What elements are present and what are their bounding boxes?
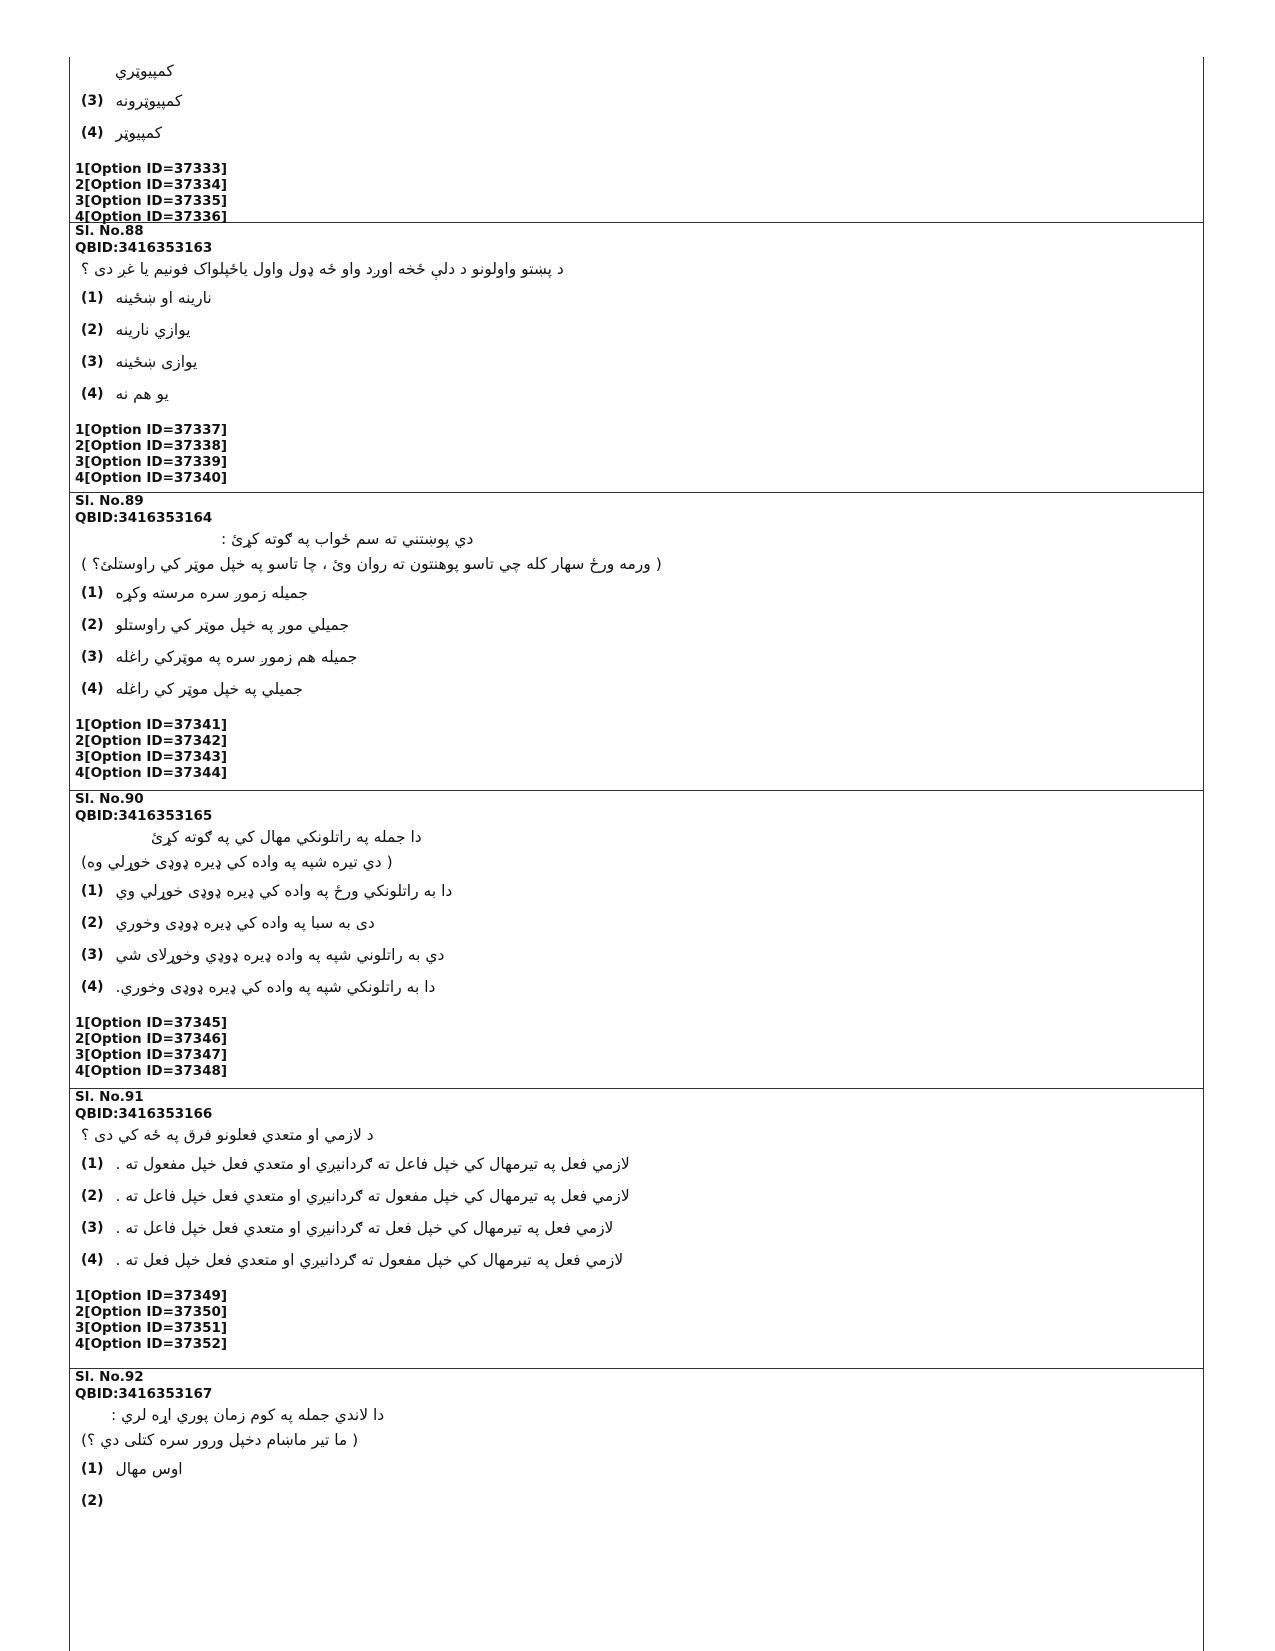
option-row: [75, 117, 1203, 149]
option-text: کمپیوټر: [115, 124, 163, 142]
option-number: (2): [81, 915, 104, 931]
option-text: یوازی ښځینه: [115, 353, 198, 371]
question-92: [70, 1369, 1203, 1519]
option-number: (1): [81, 290, 104, 306]
option-number: (2): [81, 617, 104, 633]
option-number: (4): [81, 1252, 104, 1268]
option-text: دی به سبا په واده کي ډیره ډوډی وخوري: [115, 914, 375, 932]
option-id: 3[Option ID=37347]: [75, 1047, 228, 1063]
stem-line: د لازمي او متعدي فعلونو فرق په ځه کي دی ؟: [81, 1126, 374, 1144]
option-text: یوازي نارینه: [115, 321, 191, 339]
qbid: QBID:3416353165: [75, 808, 213, 824]
option-number: (1): [81, 585, 104, 601]
option-id-list: [75, 422, 1203, 486]
option-text: لازمي فعل په تیرمهال کي خپل فعل ته ګردانیږي او متعدي فعل خپل فاعل ته .: [115, 1219, 614, 1237]
option-number: (3): [81, 93, 104, 109]
option-text: کمپیوټرونه: [115, 92, 183, 110]
question-stem: [75, 527, 1203, 577]
option-row: [75, 609, 1203, 641]
option-number: (3): [81, 649, 104, 665]
option-id: 1[Option ID=37349]: [75, 1288, 228, 1304]
option-id: 1[Option ID=37345]: [75, 1015, 228, 1031]
question-89: [70, 493, 1203, 791]
serial-number: Sl. No.91: [75, 1089, 144, 1105]
option-id: 3[Option ID=37351]: [75, 1320, 228, 1336]
option-row: [75, 282, 1203, 314]
option-text: اوس مهال: [115, 1460, 183, 1478]
option-row: [75, 939, 1203, 971]
option-row: [75, 85, 1203, 117]
serial-number: Sl. No.88: [75, 223, 144, 239]
qbid: QBID:3416353164: [75, 510, 213, 526]
option-row: [75, 1244, 1203, 1276]
option-text: جمیلي موږ په خپل موټر کي راوستلو: [115, 616, 350, 634]
option-id: 1[Option ID=37341]: [75, 717, 228, 733]
option-id-list: [75, 161, 1203, 225]
option-number: (1): [81, 1156, 104, 1172]
option-number: (3): [81, 354, 104, 370]
option-row: [75, 314, 1203, 346]
option-id: 3[Option ID=37339]: [75, 454, 228, 470]
option-number: (2): [81, 322, 104, 338]
stem-line: د پښتو واولونو د دلې ځخه اوږد واو ځه ډول واول یاځپلواک فونیم یا غږ دی ؟: [81, 260, 564, 278]
option-text: نارینه او ښځینه: [115, 289, 212, 307]
stem-line: دي پوښتني ته سم ځواب په ګوته کړئ :: [221, 530, 474, 548]
option-row: [75, 1148, 1203, 1180]
question-90: [70, 791, 1203, 1089]
option-text: لازمي فعل په تیرمهال کي خپل مفعول ته ګردانیږي او متعدي فعل خپل فاعل ته .: [115, 1187, 630, 1205]
option-id-list: [75, 1015, 1203, 1079]
option-number: (1): [81, 1461, 104, 1477]
option-text: دي به راتلوني شپه په واده ډیره ډوډي وخوړلای شي: [115, 946, 445, 964]
qbid: QBID:3416353166: [75, 1106, 213, 1122]
serial-number: Sl. No.89: [75, 493, 144, 509]
option-row: [75, 673, 1203, 705]
option-row: [75, 641, 1203, 673]
question-88: [70, 223, 1203, 493]
option-id: 4[Option ID=37348]: [75, 1063, 228, 1079]
option-row: [75, 577, 1203, 609]
option-id: 4[Option ID=37352]: [75, 1336, 228, 1352]
option-text: یو هم نه: [115, 385, 169, 403]
question-91: [70, 1089, 1203, 1369]
option-id: 3[Option ID=37343]: [75, 749, 228, 765]
option-id: 4[Option ID=37336]: [75, 209, 228, 225]
option-number: (4): [81, 386, 104, 402]
qbid: QBID:3416353167: [75, 1386, 213, 1402]
serial-number: Sl. No.90: [75, 791, 144, 807]
option-row: [75, 346, 1203, 378]
option-number: (3): [81, 1220, 104, 1236]
option-number: (2): [81, 1188, 104, 1204]
option-id: 4[Option ID=37344]: [75, 765, 228, 781]
option-id: 4[Option ID=37340]: [75, 470, 228, 486]
option-row: [75, 1212, 1203, 1244]
stem-line: ( ما تیر ماښام دخپل ورور سره کتلی دي ؟): [81, 1431, 359, 1449]
question-stem: [75, 1403, 1203, 1453]
option-id: 1[Option ID=37333]: [75, 161, 228, 177]
option-id: 1[Option ID=37337]: [75, 422, 228, 438]
option-number: (4): [81, 681, 104, 697]
option-id-list: [75, 717, 1203, 781]
stem-line: ( دي تیره شپه په واده کي ډیره ډوډی خوړلي وه): [81, 853, 393, 871]
option-text: لازمي فعل په تیرمهال کي خپل فاعل ته ګردانیږي او متعدي فعل خپل مفعول ته .: [115, 1155, 630, 1173]
partial-option-text: کمپیوټري: [115, 62, 174, 80]
question-stem: [75, 257, 1203, 282]
option-id: 2[Option ID=37350]: [75, 1304, 228, 1320]
option-row: [75, 1485, 1203, 1517]
option-row: [75, 1180, 1203, 1212]
option-id: 2[Option ID=37334]: [75, 177, 228, 193]
option-row: [75, 971, 1203, 1003]
option-text: دا به راتلونکي شپه په واده کي ډیره ډوډی وخوري.: [115, 978, 436, 996]
option-number: (3): [81, 947, 104, 963]
option-number: (4): [81, 979, 104, 995]
option-id: 2[Option ID=37342]: [75, 733, 228, 749]
option-row: [75, 907, 1203, 939]
qbid: QBID:3416353163: [75, 240, 213, 256]
stem-line: دا لاندي جمله په کوم زمان پوري اړه لري :: [111, 1406, 385, 1424]
stem-line: ( ورمه ورځ سهار کله چي تاسو پوهنتون ته روان وئ ، چا تاسو په خپل موټر کي راوستلئ؟ ): [81, 555, 662, 573]
question-stem: [75, 1123, 1203, 1148]
option-row: [75, 875, 1203, 907]
question-87-continuation: [70, 57, 1203, 223]
option-row: [75, 378, 1203, 410]
option-number: (1): [81, 883, 104, 899]
option-id: 3[Option ID=37335]: [75, 193, 228, 209]
option-text: جمیلي په خپل موټر کي راغله: [115, 680, 303, 698]
question-paper-frame: [69, 57, 1204, 1651]
option-id: 2[Option ID=37338]: [75, 438, 228, 454]
option-number: (2): [81, 1493, 104, 1509]
option-text: جمیله هم زموږ سره په موټرکي راغله: [115, 648, 358, 666]
stem-line: دا جمله په راتلونکي مهال کي په ګوته کړئ: [151, 828, 422, 846]
option-row: [75, 1453, 1203, 1485]
option-text: جمیله زموږ سره مرسته وکړه: [115, 584, 308, 602]
serial-number: Sl. No.92: [75, 1369, 144, 1385]
option-text: لازمي فعل په تیرمهال کي خپل مفعول ته ګردانیږي او متعدي فعل خپل فعل ته .: [115, 1251, 624, 1269]
option-id: 2[Option ID=37346]: [75, 1031, 228, 1047]
option-number: (4): [81, 125, 104, 141]
option-text: دا به راتلونکي ورځ په واده کي ډیره ډوډی خوړلي وي: [115, 882, 453, 900]
question-stem: [75, 825, 1203, 875]
option-id-list: [75, 1288, 1203, 1352]
partial-option-line: [75, 57, 1203, 85]
